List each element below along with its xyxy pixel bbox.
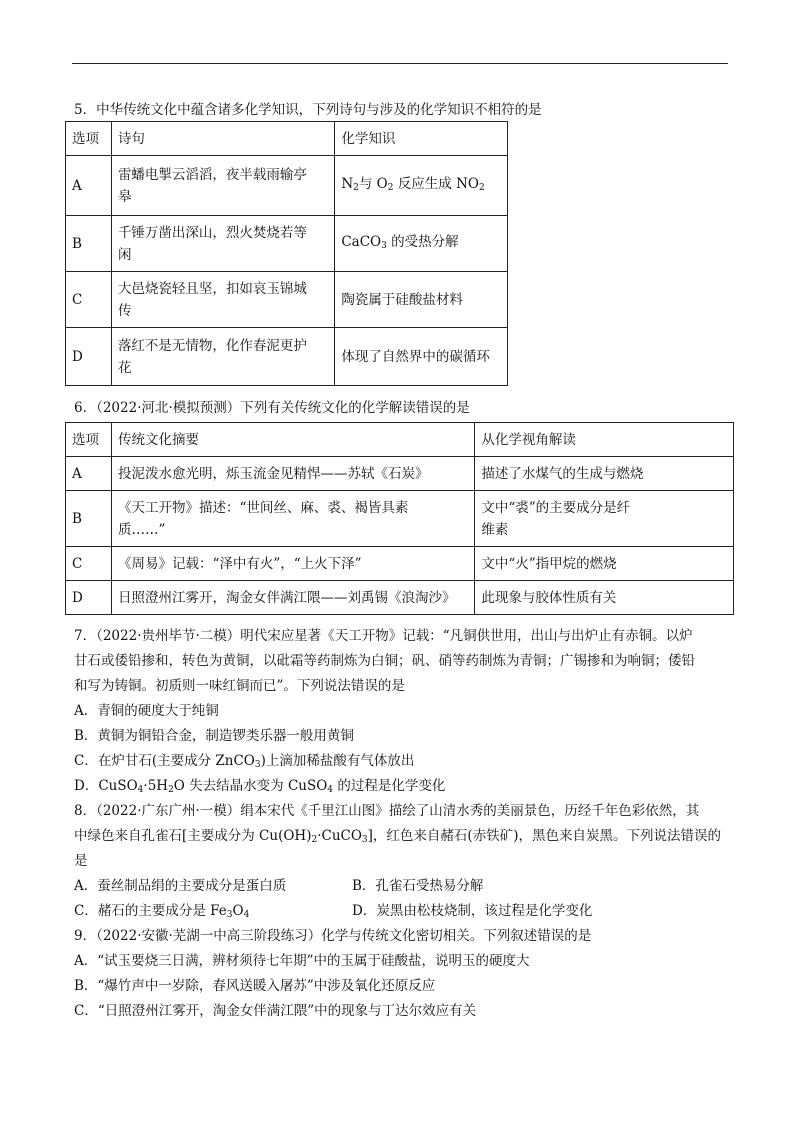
q7-stem-line-1: 7．（2022·贵州毕节·二模）明代宋应星著《天工开物》记载：“凡铜供世用，出山与出炉止有赤铜。以炉 [74, 628, 693, 644]
q5-row-knowledge: 陶瓷属于硅酸盐材料 [335, 272, 508, 328]
poem-line: 大邑烧瓷轻且坚，扣如哀玉锦城 [117, 280, 307, 297]
q9-option-c: C．“日照澄州江雾开，淘金女伴满江隈”中的现象与丁达尔效应有关 [74, 1003, 477, 1019]
text-span: O [232, 903, 244, 919]
q6-row-option: D [66, 581, 112, 615]
q5-row-option: C [66, 272, 112, 328]
q8-option-d: D．炭黑由松枝烧制，该过程是化学变化 [352, 903, 593, 919]
summary-line: 质……” [117, 521, 166, 538]
q8-stem-line-2 [74, 826, 721, 850]
q5-stem: 5．中华传统文化中蕴含诸多化学知识，下列诗句与涉及的化学知识不相符的是 [74, 102, 542, 118]
q8-stem-line-1: 8．（2022·广东广州·一模）绢本宋代《千里江山图》描绘了山清水秀的美丽景色，历经千年色彩依然，其 [74, 803, 700, 819]
text-span: )上滴加稀盐酸有气体放出 [260, 753, 415, 769]
text-span: ]，红色来自赭石(赤铁矿)，黑色来自炭黑。下列说法错误的 [367, 828, 721, 844]
q6-row-interpretation: 文中“火”指甲烷的燃烧 [475, 547, 734, 581]
q6-row-option: B [66, 491, 112, 547]
header-rule [72, 63, 728, 64]
text-span: O 失去结晶水变为 CuSO [173, 778, 328, 794]
q6-row-summary: 《周易》记载：“泽中有火”，“上火下泽” [111, 547, 474, 581]
text-span: 与 O [358, 175, 388, 192]
q5-row-option: A [66, 156, 112, 216]
q5-row-d [66, 328, 508, 386]
q5-row-poem [111, 328, 334, 386]
q5-row-knowledge [335, 216, 508, 272]
text-span: ·CuCO [317, 828, 362, 844]
q5-row-b [66, 216, 508, 272]
subscript: 4 [327, 785, 334, 795]
q7-option-b: B．黄铜为铜铅合金，制造锣类乐器一般用黄铜 [74, 728, 354, 744]
q6-row-summary: 日照澄州江雾开，淘金女伴满江隈——刘禹锡《浪淘沙》 [111, 581, 474, 615]
q5-row-poem [111, 272, 334, 328]
text-span: N [341, 175, 354, 192]
q6-header-option: 选项 [66, 423, 112, 457]
q6-row-c [66, 547, 734, 581]
text-span: 的过程是化学变化 [333, 778, 446, 794]
q5-header-row [66, 122, 508, 156]
poem-line: 皋 [117, 188, 132, 205]
poem-line: 雷蟠电掣云滔滔，夜半载雨输亭 [117, 166, 307, 183]
q6-row-a [66, 457, 734, 491]
summary-line: 《天工开物》描述：“世间丝、麻、裘、褐皆具素 [117, 499, 409, 516]
q6-header-row [66, 423, 734, 457]
q8-option-a: A．蚕丝制品绢的主要成分是蛋白质 [74, 878, 287, 894]
q6-row-interpretation [475, 491, 734, 547]
q5-row-option: D [66, 328, 112, 386]
q6-header-interpretation: 从化学视角解读 [475, 423, 734, 457]
q6-row-b [66, 491, 734, 547]
subscript: 4 [243, 910, 250, 920]
text-span: CaCO [341, 233, 382, 250]
subscript: 3 [226, 910, 233, 920]
q6-row-option: C [66, 547, 112, 581]
q6-row-interpretation: 此现象与胶体性质有关 [475, 581, 734, 615]
q9-option-b: B．“爆竹声中一岁除，春风送暖入屠苏”中涉及氧化还原反应 [74, 978, 436, 994]
text-span: ·5H [143, 778, 169, 794]
text-span: 的受热分解 [386, 233, 459, 250]
q6-row-summary: 投泥泼水愈光明，烁玉流金见精悍——苏轼《石炭》 [111, 457, 474, 491]
subscript: 2 [387, 182, 394, 193]
q5-header-poem: 诗句 [111, 122, 334, 156]
q5-table [65, 121, 508, 386]
q5-row-option: B [66, 216, 112, 272]
text-span: 中绿色来自孔雀石[主要成分为 Cu(OH) [74, 828, 312, 844]
interp-line: 维素 [481, 521, 509, 538]
subscript: 3 [381, 240, 387, 251]
q7-stem-line-2: 甘石或倭铅掺和，转色为黄铜，以砒霜等药制炼为白铜；矾、硝等药制炼为青铜；广锡掺和为响铜；倭铅 [74, 653, 695, 669]
q5-row-poem [111, 156, 334, 216]
subscript: 4 [137, 785, 144, 795]
q5-header-option: 选项 [66, 122, 112, 156]
q9-stem: 9．（2022·安徽·芜湖一中高三阶段练习）化学与传统文化密切相关。下列叙述错误的是 [74, 928, 592, 944]
text-span: C．在炉甘石(主要成分 ZnCO [74, 753, 255, 769]
q6-row-interpretation: 描述了水煤气的生成与燃烧 [475, 457, 734, 491]
q8-option-b: B．孔雀石受热易分解 [352, 878, 484, 894]
subscript: 2 [311, 835, 318, 845]
poem-line: 传 [117, 302, 132, 319]
q6-row-option: A [66, 457, 112, 491]
q7-option-c [74, 751, 414, 775]
subscript: 3 [361, 835, 368, 845]
q5-row-knowledge [335, 156, 508, 216]
q8-stem-line-3: 是 [74, 853, 88, 869]
q5-row-poem [111, 216, 334, 272]
poem-line: 闲 [117, 246, 132, 263]
q7-option-d [74, 776, 445, 800]
q6-table [65, 422, 734, 615]
q6-row-d [66, 581, 734, 615]
q7-stem-line-3: 和写为铸铜。初质则一味红铜而已”。下列说法错误的是 [74, 678, 405, 694]
text-span: 反应生成 NO [393, 175, 479, 192]
q6-header-summary: 传统文化摘要 [111, 423, 474, 457]
q5-header-knowledge: 化学知识 [335, 122, 508, 156]
poem-line: 千锤万凿出深山，烈火焚烧若等 [117, 224, 307, 241]
text-span: C．赭石的主要成分是 Fe [74, 903, 227, 919]
q5-row-a [66, 156, 508, 216]
interp-line: 文中“裘”的主要成分是纤 [481, 499, 631, 516]
q6-stem: 6．（2022·河北·模拟预测）下列有关传统文化的化学解读错误的是 [74, 400, 470, 416]
subscript: 3 [254, 760, 261, 770]
subscript: 2 [168, 785, 174, 795]
poem-line: 落红不是无情物，化作春泥更护 [117, 337, 307, 354]
q5-row-knowledge: 体现了自然界中的碳循环 [335, 328, 508, 386]
q8-option-c [74, 901, 249, 925]
poem-line: 花 [117, 359, 132, 376]
subscript: 2 [353, 182, 359, 193]
q7-option-a: A．青铜的硬度大于纯铜 [74, 703, 219, 719]
q9-option-a: A．“试玉要烧三日满，辨材须待七年期”中的玉属于硅酸盐，说明玉的硬度大 [74, 953, 530, 969]
q6-row-summary [111, 491, 474, 547]
text-span: D．CuSO [74, 778, 138, 794]
subscript: 2 [478, 182, 485, 193]
q5-row-c [66, 272, 508, 328]
